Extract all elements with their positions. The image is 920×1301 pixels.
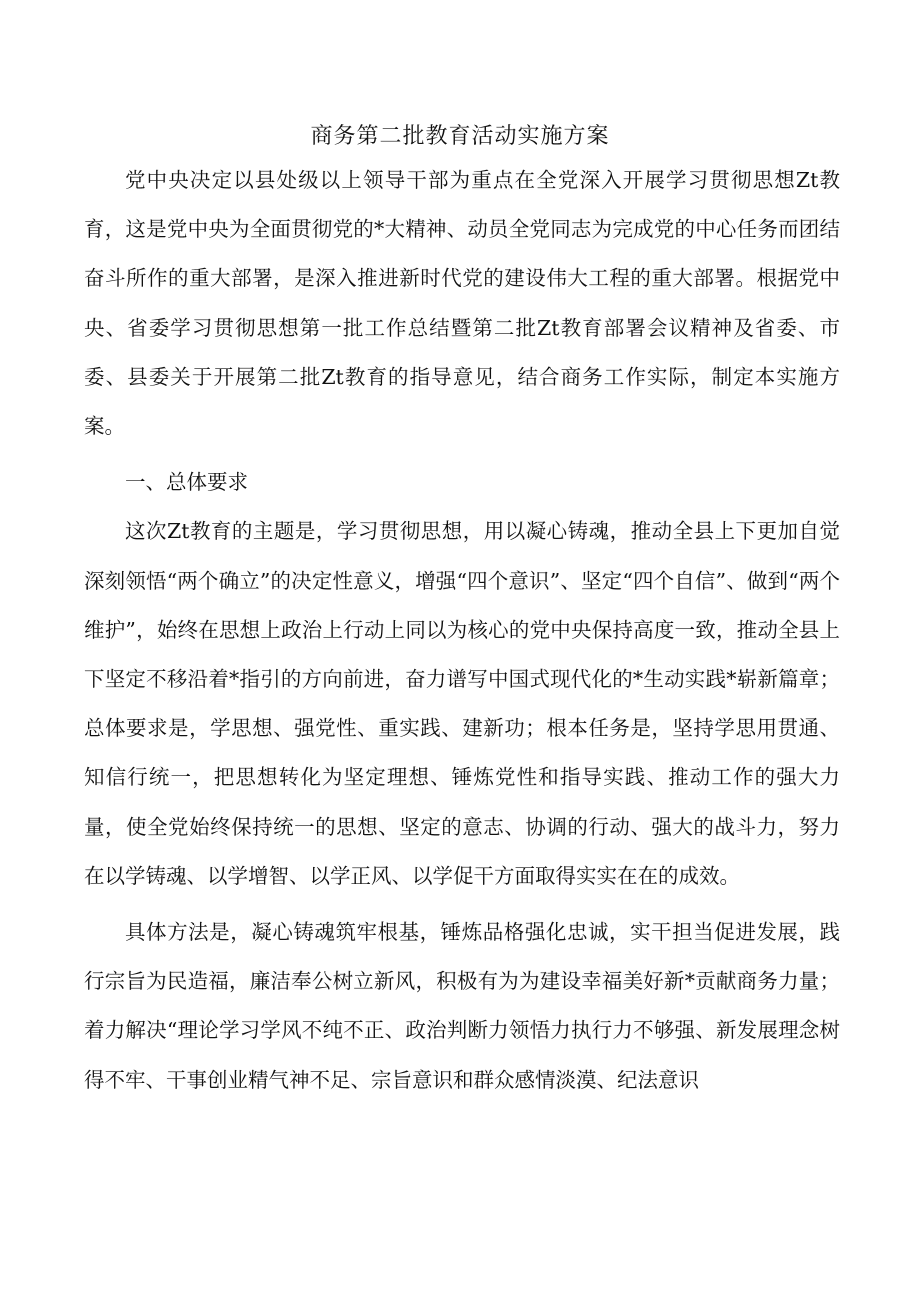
paragraph-methods: 具体方法是，凝心铸魂筑牢根基，锤炼品格强化忠诚，实干担当促进发展，践行宗旨为民造福，廉洁奉公树立新风，积极有为为建设幸福美好新*贡献商务力量；着力解决“理论学习学风不纯不正、政治判断力领悟力执行力不够强、新发展理念树得不牢、干事创业精气神不足、宗旨意识和群众感情淡漠、纪法意识 xyxy=(84,920,840,1092)
document-body xyxy=(84,156,840,1105)
document-title: 商务第二批教育活动实施方案 xyxy=(310,124,610,149)
paragraph-theme: 这次Zt教育的主题是，学习贯彻思想，用以凝心铸魂，推动全县上下更加自觉深刻领悟“两个确立”的决定性意义，增强“四个意识”、坚定“四个自信”、做到“两个维护”，始终在思想上政治上行动上同以为核心的党中央保持高度一致，推动全县上下坚定不移沿着*指引的方向前进，奋力谱写中国式现代化的*生动实践*崭新篇章；总体要求是，学思想、强党性、重实践、建新功；根本任务是，坚持学思用贯通、知信行统一，把思想转化为坚定理想、锤炼党性和指导实践、推动工作的强大力量，使全党始终保持统一的思想、坚定的意志、协调的行动、强大的战斗力，努力在以学铸魂、以学增智、以学正风、以学促干方面取得实实在在的成效。 xyxy=(84,519,840,888)
section-heading-overall-requirements: 一、总体要求 xyxy=(125,470,248,495)
paragraph-intro: 党中央决定以县处级以上领导干部为重点在全党深入开展学习贯彻思想Zt教育，这是党中央为全面贯彻党的*大精神、动员全党同志为完成党的中心任务而团结奋斗所作的重大部署，是深入推进新时代党的建设伟大工程的重大部署。根据党中央、省委学习贯彻思想第一批工作总结暨第二批Zt教育部署会议精神及省委、市委、县委关于开展第二批Zt教育的指导意见，结合商务工作实际，制定本实施方案。 xyxy=(84,168,840,439)
